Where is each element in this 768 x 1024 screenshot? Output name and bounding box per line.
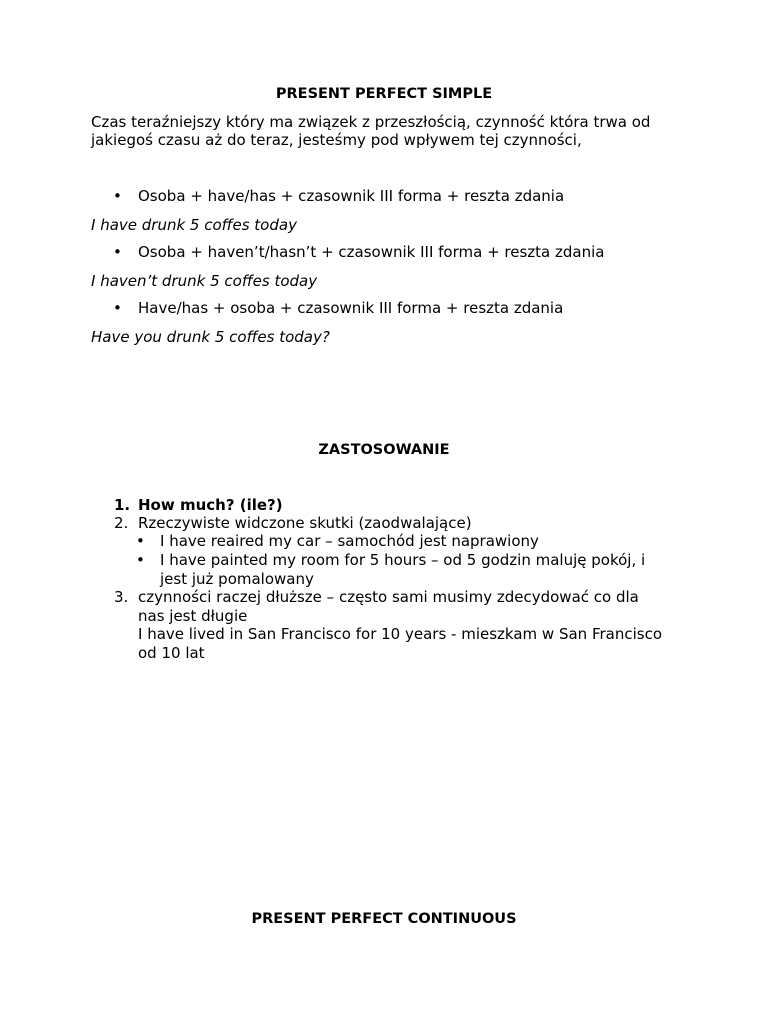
- form-example-negative: I haven’t drunk 5 coffes today: [91, 272, 318, 290]
- usage-item-text: How much? (ile?): [138, 496, 283, 514]
- form-rule-text: Osoba + have/has + czasownik III forma + reszta zdania: [138, 187, 565, 205]
- list-number: 1.: [114, 496, 131, 514]
- usage-subitem-text: I have reaired my car – samochód jest naprawiony: [160, 532, 539, 550]
- section-title-usage: ZASTOSOWANIE: [318, 442, 450, 458]
- bullet-marker: •: [113, 243, 122, 261]
- form-example-question: Have you drunk 5 coffes today?: [91, 328, 330, 346]
- usage-example-text: I have lived in San Francisco for 10 years - mieszkam w San Francisco od 10 lat: [138, 625, 662, 662]
- bullet-marker: •: [136, 532, 145, 550]
- usage-subitem-text: I have painted my room for 5 hours – od 5 godzin maluję pokój, i jest już pomalowany: [160, 551, 646, 588]
- bullet-marker: •: [113, 187, 122, 205]
- list-number: 2.: [114, 514, 129, 532]
- usage-item-text: Rzeczywiste widczone skutki (zaodwalające): [138, 514, 472, 532]
- bullet-marker: •: [136, 551, 145, 569]
- list-number: 3.: [114, 588, 129, 606]
- section-title-present-perfect-simple: PRESENT PERFECT SIMPLE: [275, 86, 493, 102]
- form-example-affirmative: I have drunk 5 coffes today: [91, 216, 297, 234]
- form-rule-text: Osoba + haven’t/hasn’t + czasownik III forma + reszta zdania: [138, 243, 605, 261]
- intro-paragraph: Czas teraźniejszy który ma związek z przeszłością, czynność która trwa od jakiegoś czasu aż do teraz, jesteśmy pod wpływem tej czynności,: [91, 113, 651, 149]
- section-title-present-perfect-continuous: PRESENT PERFECT CONTINUOUS: [251, 911, 517, 927]
- bullet-marker: •: [113, 299, 122, 317]
- form-rule-text: Have/has + osoba + czasownik III forma + reszta zdania: [138, 299, 564, 317]
- usage-item-text: czynności raczej dłuższe – często sami musimy zdecydować co dla nas jest długie: [138, 588, 639, 625]
